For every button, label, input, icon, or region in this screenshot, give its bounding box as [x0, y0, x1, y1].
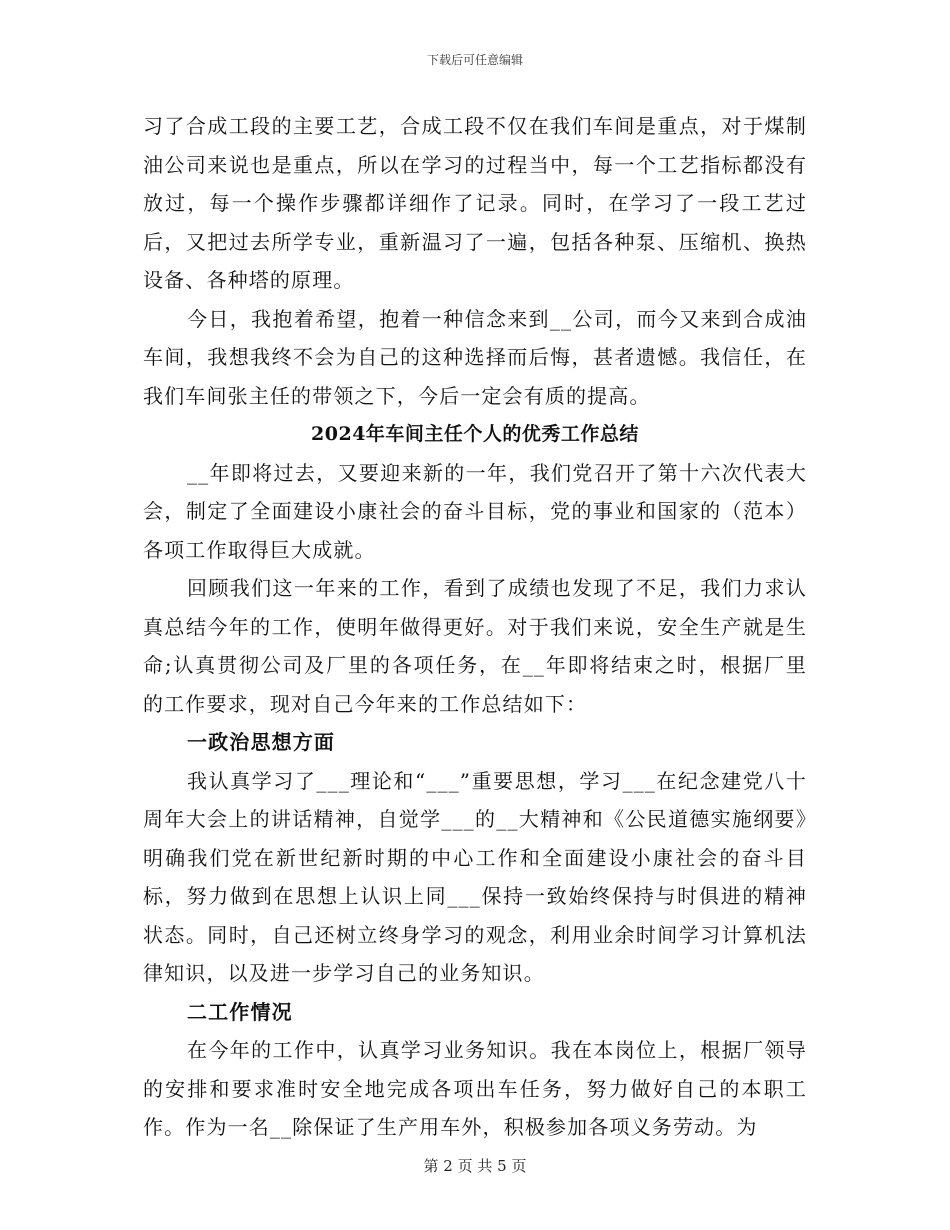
paragraph-intro: __年即将过去，又要迎来新的一年，我们党召开了第十六次代表大会，制定了全面建设小康社会的奋斗目标，党的事业和国家的（范本）各项工作取得巨大成就。 — [143, 460, 807, 562]
paragraph-continued: 习了合成工段的主要工艺，合成工段不仅在我们车间是重点，对于煤制油公司来说也是重点，所以在学习的过程当中，每一个工艺指标都没有放过，每一个操作步骤都详细作了记录。同时，在学习了一段工艺过后，又把过去所学专业，重新温习了一遍，包括各种泵、压缩机、换热设备、各种塔的原理。 — [143, 114, 807, 292]
document-title: 2024年车间主任个人的优秀工作总结 — [311, 423, 639, 445]
document-body — [143, 107, 807, 1147]
page-number: 第 2 页 共 5 页 — [423, 1157, 527, 1175]
page-header: 下载后可任意编辑 — [426, 53, 523, 67]
paragraph-arrival: 今日，我抱着希望，抱着一种信念来到__公司，而今又来到合成油车间，我想我终不会为自己的这种选择而后悔，甚者遗憾。我信任，在我们车间张主任的带领之下，今后一定会有质的提高。 — [143, 306, 807, 408]
paragraph-review: 回顾我们这一年来的工作，看到了成绩也发现了不足，我们力求认真总结今年的工作，使明年做得更好。对于我们来说，安全生产就是生命;认真贯彻公司及厂里的各项任务，在__年即将结束之时，根据厂里的工作要求，现对自己今年来的工作总结如下： — [143, 576, 807, 716]
paragraph-politics: 我认真学习了___理论和“___”重要思想，学习___在纪念建党八十周年大会上的讲话精神，自觉学___的__大精神和《公民道德实施纲要》明确我们党在新世纪新时期的中心工作和全面建设小康社会的奋斗目标，努力做到在思想上认识上同___保持一致始终保持与时俱进的精神状态。同时，自己还树立终身学习的观念，利用业余时间学习计算机法律知识，以及进一步学习自己的业务知识。 — [143, 768, 807, 985]
paragraph-work: 在今年的工作中，认真学习业务知识。我在本岗位上，根据厂领导的安排和要求准时安全地完成各项出车任务，努力做好自己的本职工作。作为一名__除保证了生产用车外，积极参加各项义务劳动。为 — [143, 1038, 807, 1139]
section-heading-work: 二工作情况 — [187, 999, 293, 1024]
section-heading-politics: 一政治思想方面 — [187, 730, 336, 754]
